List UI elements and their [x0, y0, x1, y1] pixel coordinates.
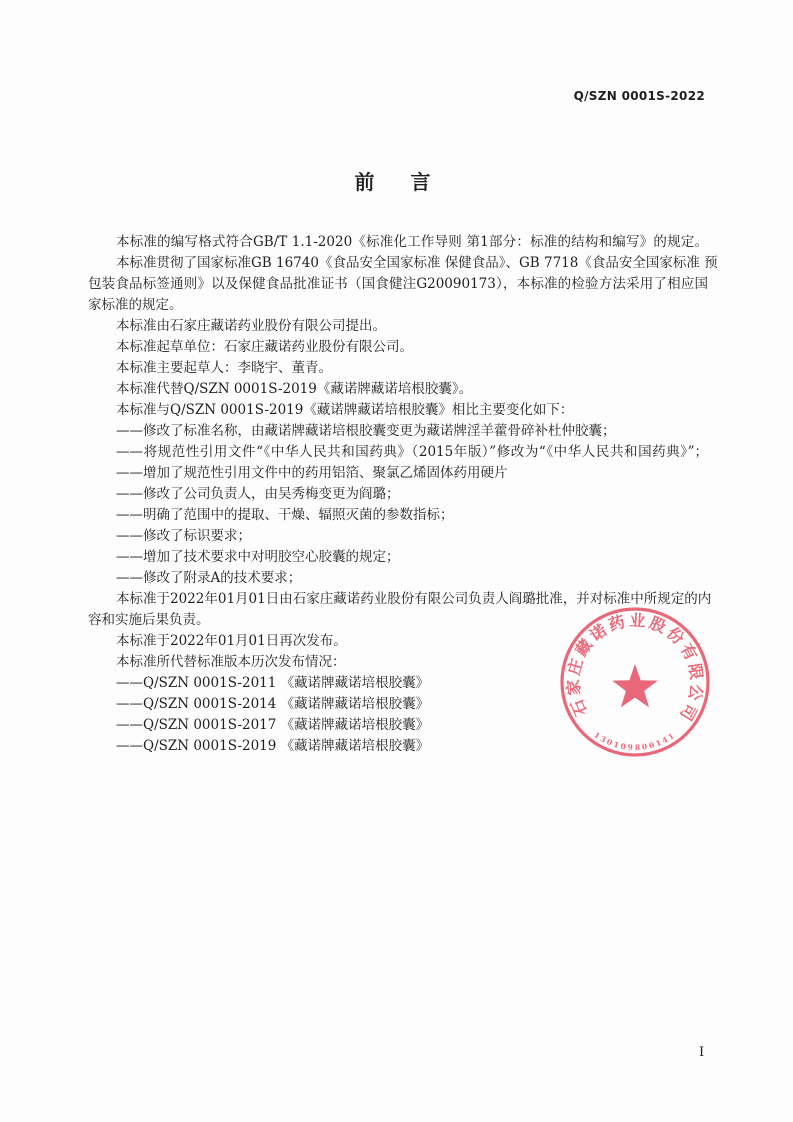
- company-seal: [555, 602, 715, 762]
- paragraph-drafters: [88, 358, 708, 379]
- text-line: 家标准的规定。: [88, 297, 183, 313]
- text-line: 本标准代替Q/SZN 0001S-2019《藏诺牌藏诺培根胶囊》。: [116, 381, 473, 397]
- list-item: ——将规范性引用文件“《中华人民共和国药典》（2015年版）”修改为“《中华人民共和国药典》”；: [116, 444, 708, 460]
- paragraph-referenced-standards: [88, 253, 718, 316]
- star-icon: [612, 664, 658, 707]
- list-item: ——修改了附录A的技术要求；: [116, 570, 302, 586]
- page-title: 前 言: [354, 170, 439, 194]
- text-line: 本标准起草单位：石家庄藏诺药业股份有限公司。: [116, 339, 413, 355]
- list-item: ——增加了规范性引用文件中的药用铝箔、聚氯乙烯固体药用硬片: [116, 465, 508, 481]
- text-line: 本标准与Q/SZN 0001S-2019《藏诺牌藏诺培根胶囊》相比主要变化如下：: [116, 402, 574, 418]
- list-item: ——明确了范围中的提取、干燥、辐照灭菌的参数指标；: [116, 507, 454, 523]
- seal-organization: 石家庄藏诺药业股份有限公司: [563, 610, 707, 727]
- text-line: 本标准贯彻了国家标准GB 16740《食品安全国家标准 保健食品》、GB 7718《食品安全国家标准 预: [116, 255, 718, 271]
- text-line: 本标准所代替标准版本历次发布情况：: [116, 654, 346, 670]
- seal-code: 130109800141: [592, 730, 678, 753]
- page-number: I: [699, 1045, 705, 1060]
- text-line: 本标准主要起草人：李晓宇、董青。: [116, 360, 332, 376]
- list-item: ——Q/SZN 0001S-2017 《藏诺牌藏诺培根胶囊》: [116, 717, 430, 733]
- text-line: 本标准于2022年01月01日由石家庄藏诺药业股份有限公司负责人阎璐批准，并对标准中所规定的内: [116, 591, 712, 607]
- paragraph-replaces: [88, 379, 708, 400]
- list-item: ——Q/SZN 0001S-2014 《藏诺牌藏诺培根胶囊》: [116, 696, 430, 712]
- paragraph-format-compliance: [88, 232, 708, 253]
- paragraph-proposer: [88, 316, 708, 337]
- text-line: 本标准由石家庄藏诺药业股份有限公司提出。: [116, 318, 386, 334]
- list-item: ——修改了公司负责人，由吴秀梅变更为阎璐；: [116, 486, 400, 502]
- list-item: ——Q/SZN 0001S-2019 《藏诺牌藏诺培根胶囊》: [116, 738, 430, 754]
- list-item: ——修改了标准名称，由藏诺牌藏诺培根胶囊变更为藏诺牌淫羊藿骨碎补杜仲胶囊；: [116, 423, 616, 439]
- text-line: 本标准的编写格式符合GB/T 1.1-2020《标准化工作导则 第1部分：标准的结构和编写》的规定。: [116, 234, 708, 250]
- text-line: 容和实施后果负责。: [88, 612, 210, 628]
- paragraph-drafting-unit: [88, 337, 708, 358]
- text-line: 本标准于2022年01月01日再次发布。: [116, 633, 347, 649]
- list-item: ——增加了技术要求中对明胶空心胶囊的规定；: [116, 549, 400, 565]
- paragraph-changes-intro: [88, 400, 708, 421]
- standard-number: Q/SZN 0001S-2022: [573, 89, 705, 103]
- list-item: ——Q/SZN 0001S-2011 《藏诺牌藏诺培根胶囊》: [116, 675, 430, 691]
- changes-list: [88, 421, 708, 589]
- list-item: ——修改了标识要求；: [116, 528, 251, 544]
- text-line: 包装食品标签通则》以及保健食品批准证书（国食健注G20090173），本标准的检验方法采用了相应国: [88, 276, 708, 292]
